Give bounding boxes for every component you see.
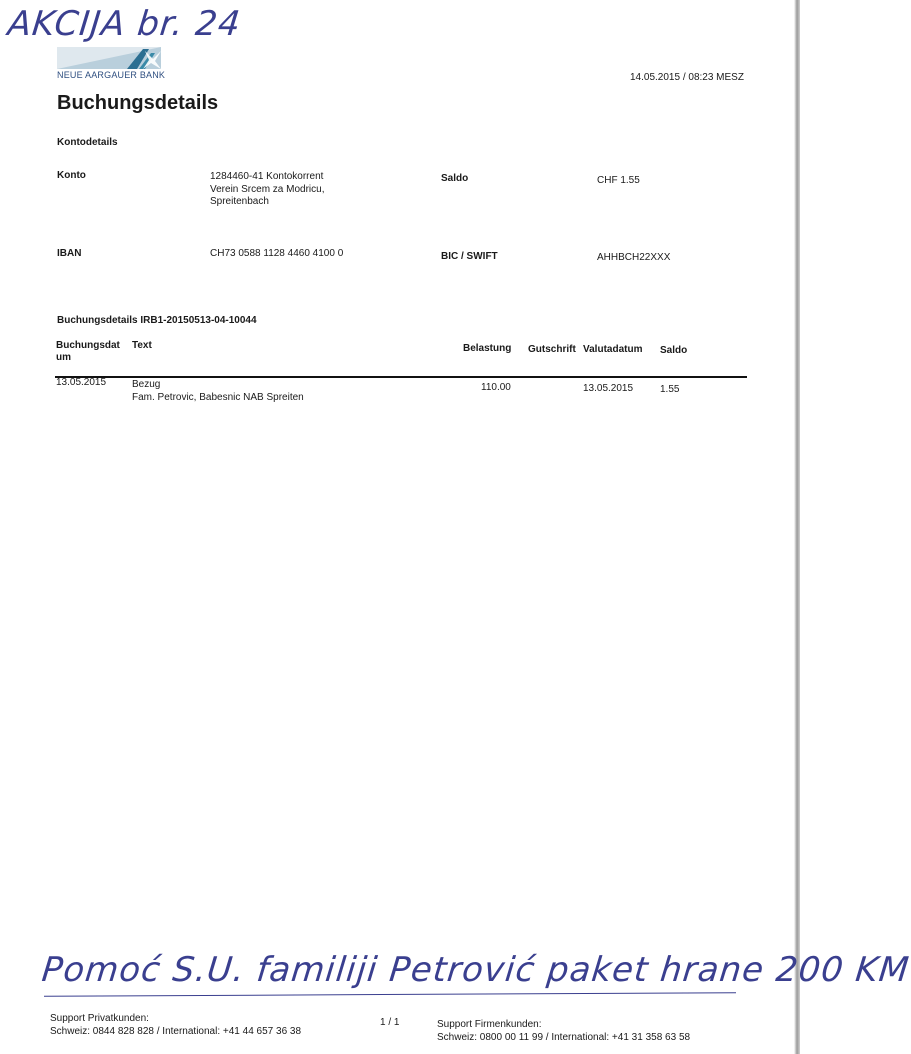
konto-label: Konto [57,170,86,181]
header-balance: Saldo [660,345,688,356]
iban-value: CH73 0588 1128 4460 4100 0 [210,248,344,259]
header-value-date: Valutadatum [583,344,643,355]
header-booking-date-line: Buchungsdat [56,340,120,351]
footer-business-phone: Schweiz: 0800 00 11 99 / International: +41 31 358 63 58 [437,1032,691,1043]
page-title: Buchungsdetails [57,92,219,114]
page-number: 1 / 1 [380,1017,400,1028]
handwritten-underline [44,992,736,997]
handwritten-donation-note: Pomoć S.U. familiji Petrović paket hrane 200 KM [39,950,911,990]
header-text: Text [132,340,152,351]
konto-line: Verein Srcem za Modricu, [210,183,325,195]
iban-label: IBAN [57,248,82,259]
konto-value [210,171,325,209]
header-booking-date-line: um [56,352,71,363]
row-text [132,378,304,404]
saldo-value: CHF 1.55 [597,175,640,186]
row-value-date: 13.05.2015 [583,383,634,394]
row-booking-date: 13.05.2015 [56,377,107,388]
booking-reference: Buchungsdetails IRB1-20150513-04-10044 [57,315,257,326]
konto-line: Spreitenbach [210,196,269,207]
section-title-account: Kontodetails [57,137,118,148]
bic-label: BIC / SWIFT [441,251,498,262]
footer-private-label: Support Privatkunden: [50,1013,149,1024]
header-booking-date [56,340,120,364]
row-debit: 110.00 [481,382,511,393]
bank-name: NEUE AARGAUER BANK [57,70,166,80]
header-credit: Gutschrift [528,344,576,355]
scan-edge-shadow [794,0,800,1054]
print-datetime: 14.05.2015 / 08:23 MESZ [630,72,744,83]
bic-value: AHHBCH22XXX [597,252,671,263]
saldo-label: Saldo [441,173,469,184]
konto-line: 1284460-41 Kontokorrent [210,171,324,182]
handwritten-action-number: AKCIJA br. 24 [5,4,243,44]
footer-business-support [437,1018,690,1044]
row-text-line: Bezug [132,379,161,390]
footer-private-support [50,1012,301,1038]
row-text-line: Fam. Petrovic, Babesnic NAB Spreiten [132,392,304,403]
footer-private-phone: Schweiz: 0844 828 828 / International: +41 44 657 36 38 [50,1026,302,1037]
row-balance: 1.55 [660,384,680,395]
footer-business-label: Support Firmenkunden: [437,1019,542,1030]
header-debit: Belastung [463,343,512,354]
